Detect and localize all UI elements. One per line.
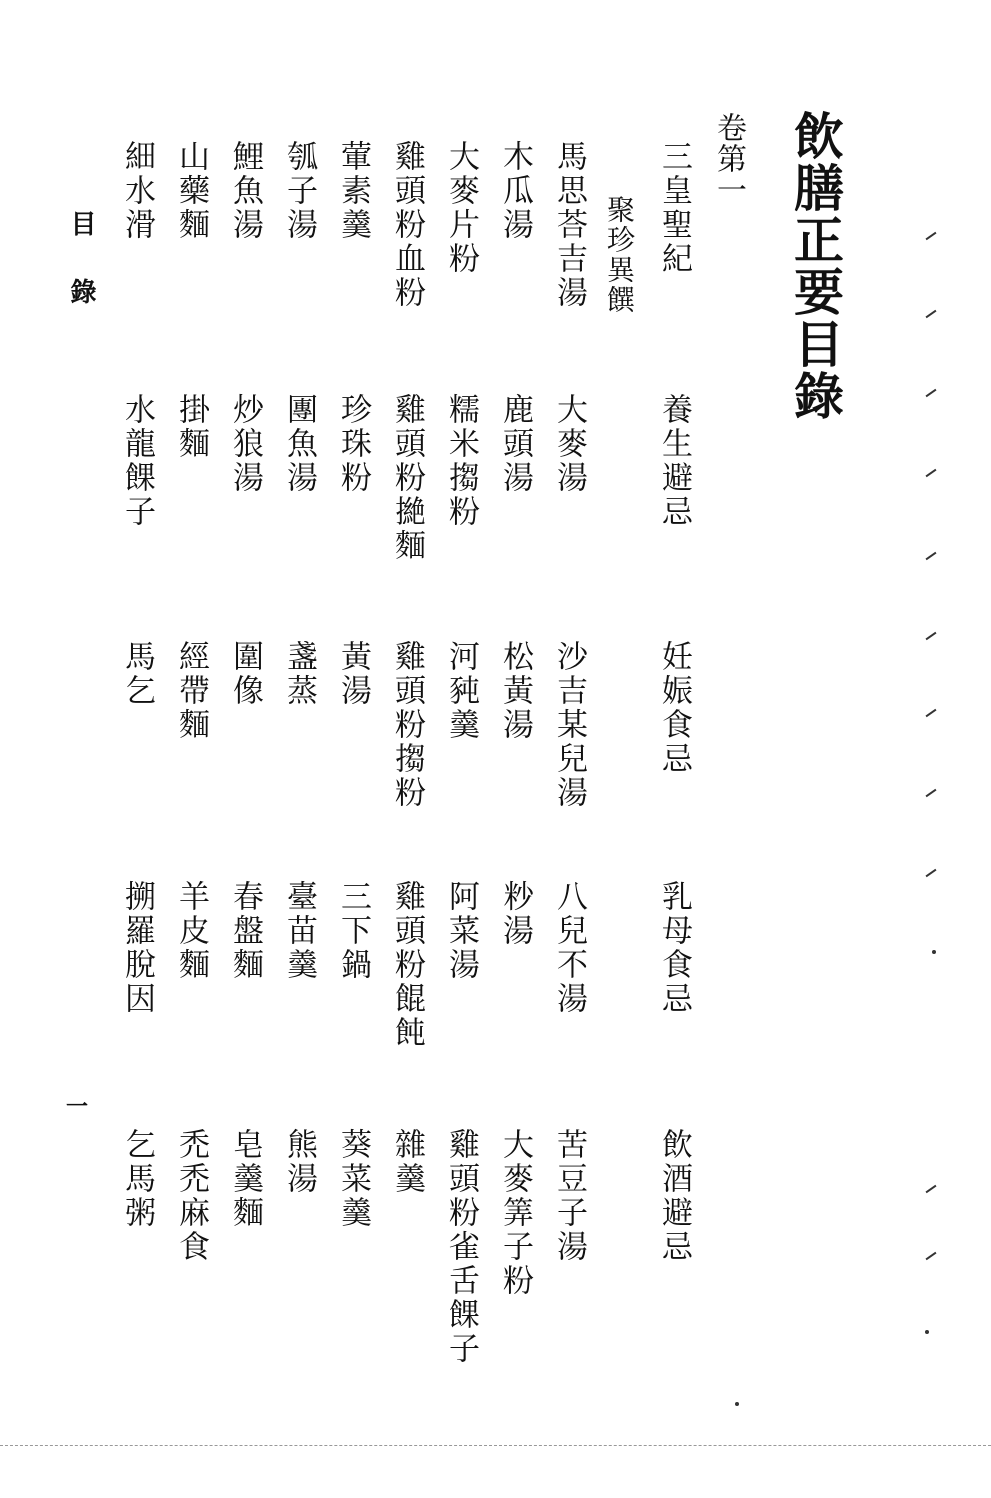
scan-mark — [926, 1185, 937, 1194]
scan-mark — [926, 389, 937, 398]
margin-page-number: 一 — [66, 1094, 89, 1120]
toc-entry: 春盤麵 — [227, 880, 263, 982]
page-title: 飲膳正要目錄 — [786, 110, 845, 422]
scan-mark — [926, 709, 937, 718]
toc-entry: 雞頭粉血粉 — [389, 140, 425, 310]
toc-entry: 瓠子湯 — [281, 140, 317, 242]
scan-mark — [926, 469, 937, 478]
page-bottom-edge — [0, 1445, 991, 1446]
scan-mark — [926, 789, 937, 798]
toc-entry: 圍像 — [227, 640, 263, 708]
toc-entry: 三皇聖紀 — [656, 140, 692, 276]
toc-entry: 妊娠食忌 — [656, 640, 692, 776]
toc-entry: 乳母食忌 — [656, 880, 692, 1016]
section-heading: 聚珍異饌 — [603, 195, 636, 315]
toc-entry: 沙吉某兒湯 — [551, 640, 587, 810]
toc-entry: 河豘羹 — [443, 640, 479, 742]
toc-entry: 團魚湯 — [281, 393, 317, 495]
volume-heading: 卷第一 — [711, 112, 746, 205]
margin-title: 目錄 — [66, 210, 96, 346]
toc-entry: 飲酒避忌 — [656, 1128, 692, 1264]
toc-entry: 葵菜羹 — [335, 1128, 371, 1230]
scan-mark — [926, 310, 937, 319]
scan-mark — [926, 869, 937, 878]
toc-entry: 羊皮麵 — [173, 880, 209, 982]
scan-mark — [926, 632, 937, 641]
toc-entry: 雞頭粉搊粉 — [389, 640, 425, 810]
toc-entry: 糯米搊粉 — [443, 393, 479, 529]
toc-entry: 水龍餜子 — [119, 393, 155, 529]
scan-mark — [926, 552, 937, 561]
toc-entry: 雞頭粉撧麵 — [389, 393, 425, 563]
toc-entry: 搠羅脫因 — [119, 880, 155, 1016]
scan-dot — [735, 1402, 739, 1406]
toc-entry: 皂羹麵 — [227, 1128, 263, 1230]
toc-entry: 臺苗羹 — [281, 880, 317, 982]
toc-entry: 雜羹 — [389, 1128, 425, 1196]
toc-entry: 阿菜湯 — [443, 880, 479, 982]
toc-entry: 山藥麵 — [173, 140, 209, 242]
toc-entry: 葷素羹 — [335, 140, 371, 242]
toc-entry: 馬乞 — [119, 640, 155, 708]
toc-entry: 雞頭粉雀舌餜子 — [443, 1128, 479, 1366]
toc-entry: 松黃湯 — [497, 640, 533, 742]
toc-entry: 養生避忌 — [656, 393, 692, 529]
toc-entry: 雞頭粉餛飩 — [389, 880, 425, 1050]
toc-entry: 珍珠粉 — [335, 393, 371, 495]
toc-entry: 鹿頭湯 — [497, 393, 533, 495]
toc-entry: 大麥筭子粉 — [497, 1128, 533, 1298]
toc-entry: 經帶麵 — [173, 640, 209, 742]
toc-entry: 盞蒸 — [281, 640, 317, 708]
toc-entry: 大麥片粉 — [443, 140, 479, 276]
toc-entry: 掛麵 — [173, 393, 209, 461]
toc-entry: 苦豆子湯 — [551, 1128, 587, 1264]
toc-entry: 三下鍋 — [335, 880, 371, 982]
toc-entry: 木瓜湯 — [497, 140, 533, 242]
toc-entry: 禿禿麻食 — [173, 1128, 209, 1264]
toc-entry: 馬思荅吉湯 — [551, 140, 587, 310]
scan-mark — [926, 232, 937, 241]
toc-entry: 炒狼湯 — [227, 393, 263, 495]
toc-entry: 粆湯 — [497, 880, 533, 948]
toc-entry: 乞馬粥 — [119, 1128, 155, 1230]
toc-entry: 八兒不湯 — [551, 880, 587, 1016]
toc-entry: 大麥湯 — [551, 393, 587, 495]
toc-entry: 鯉魚湯 — [227, 140, 263, 242]
scan-dot — [932, 950, 936, 954]
toc-entry: 黃湯 — [335, 640, 371, 708]
scan-mark — [926, 1252, 937, 1261]
scan-dot — [925, 1330, 929, 1334]
toc-entry: 細水滑 — [119, 140, 155, 242]
toc-entry: 熊湯 — [281, 1128, 317, 1196]
